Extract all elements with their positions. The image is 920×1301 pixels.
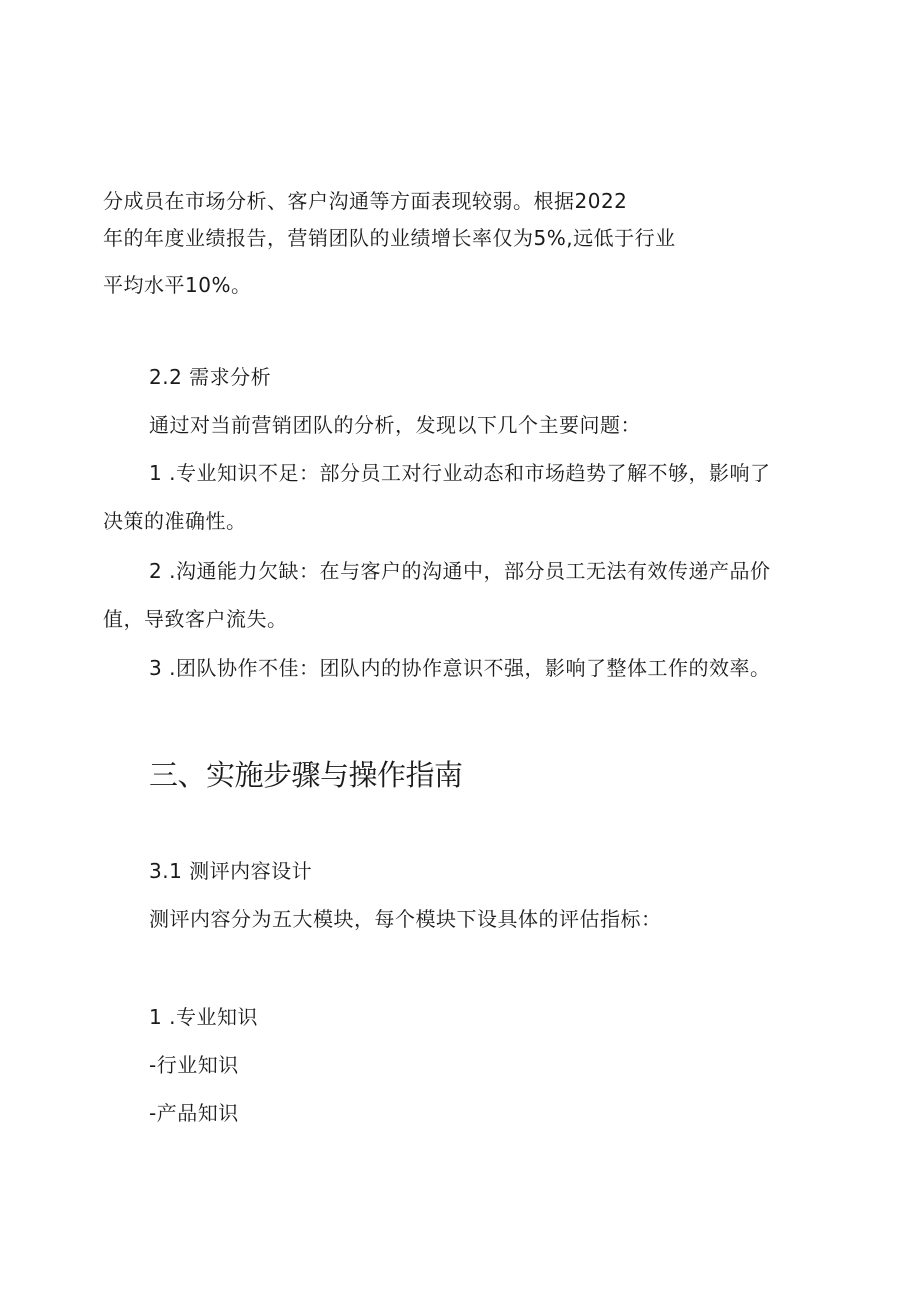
sub-list-item: -产品知识 xyxy=(149,1101,239,1125)
chapter-heading: 三、实施步骤与操作指南 xyxy=(149,758,463,792)
paragraph-line: 通过对当前营销团队的分析，发现以下几个主要问题： xyxy=(149,413,641,437)
paragraph-line: 测评内容分为五大模块，每个模块下设具体的评估指标： xyxy=(149,907,662,931)
list-item: 1 .专业知识不足：部分员工对行业动态和市场趋势了解不够，影响了 xyxy=(149,461,771,485)
sub-list-item: -行业知识 xyxy=(149,1053,239,1077)
section-title-2-2: 2.2 需求分析 xyxy=(149,365,272,389)
list-item: 2 .沟通能力欠缺：在与客户的沟通中，部分员工无法有效传递产品价 xyxy=(149,559,771,583)
list-item-continuation: 值，导致客户流失。 xyxy=(103,607,288,631)
list-item-continuation: 决策的准确性。 xyxy=(103,509,247,533)
list-item: 1 .专业知识 xyxy=(149,1005,258,1029)
paragraph-line: 平均水平10%。 xyxy=(103,273,252,297)
paragraph-line: 年的年度业绩报告，营销团队的业绩增长率仅为5%,远低于行业 xyxy=(103,226,676,250)
paragraph-line: 分成员在市场分析、客户沟通等方面表现较弱。根据2022 xyxy=(103,189,628,213)
list-item: 3 .团队协作不佳：团队内的协作意识不强，影响了整体工作的效率。 xyxy=(149,656,771,680)
section-title-3-1: 3.1 测评内容设计 xyxy=(149,859,313,883)
